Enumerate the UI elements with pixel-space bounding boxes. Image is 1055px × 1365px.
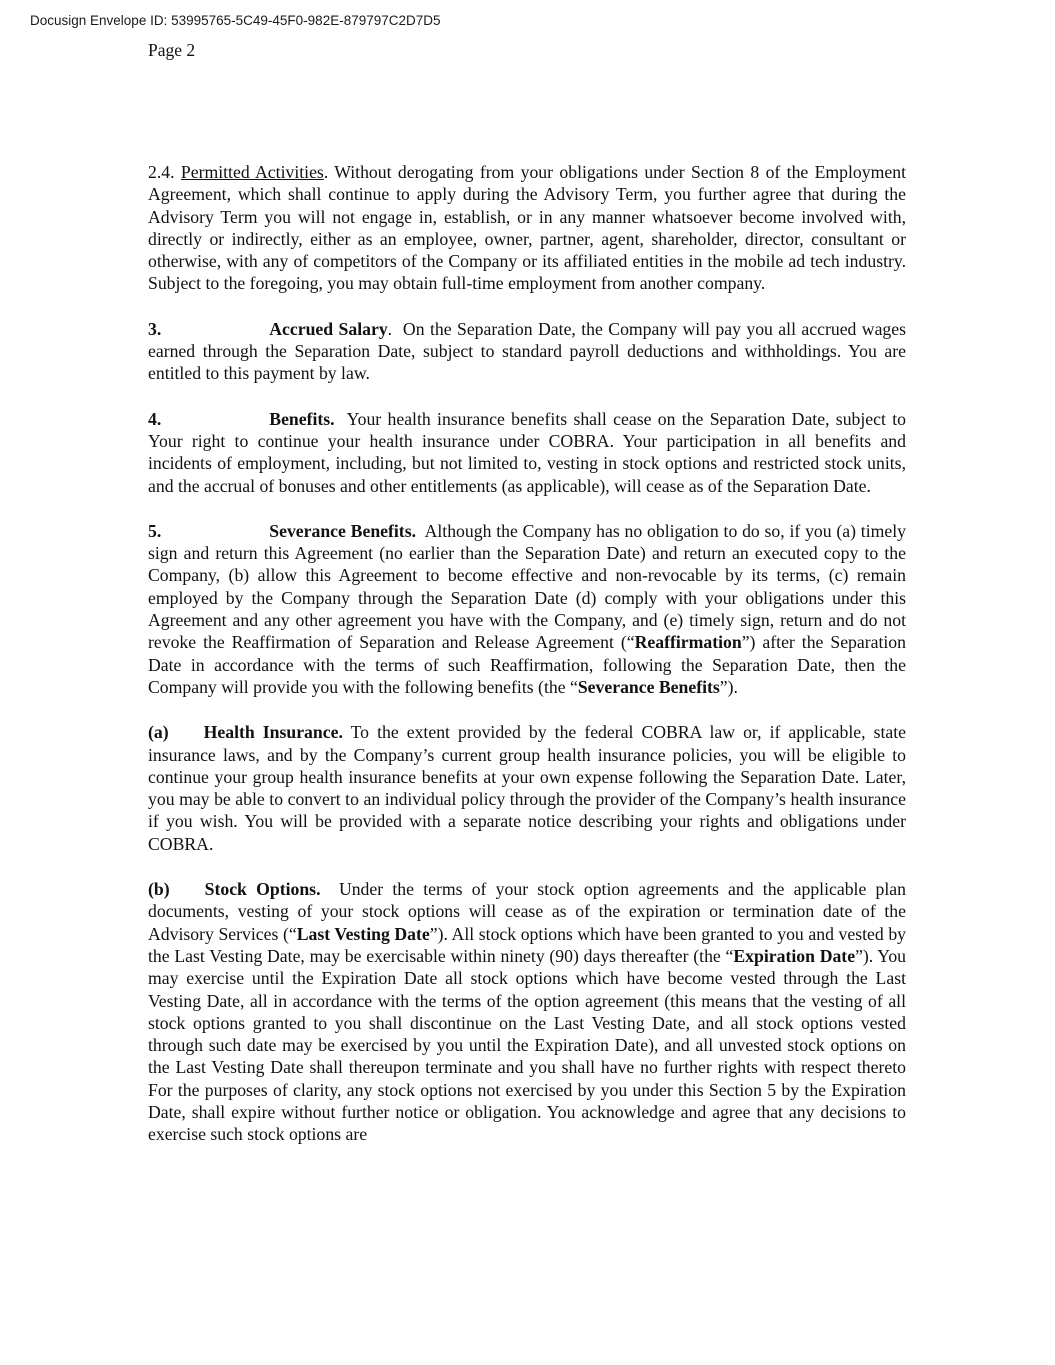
text-run: Stock Options. [204, 879, 321, 900]
text-run: Permitted Activities [180, 162, 324, 182]
text-run: ”). All stock options which have been granted to you and vested by the Last Vesting Date, may be exercisable within ninety (90) days thereafter (the “ [148, 923, 907, 966]
text-run: Severance Benefits. [269, 520, 417, 541]
section-5-severance-benefits [148, 520, 906, 698]
text-run: Health Insurance. [203, 722, 343, 743]
text-run: (a) [148, 722, 169, 743]
document-body [148, 161, 906, 1146]
text-run: . Without derogating from your obligations under Section 8 of the Employment Agreement, which shall continue to apply during the Advisory Term, you further agree that during the Advisory Term you will not engage in, establish, or in any manner whatsoever become involved with, directly or indirectly, either as an employee, owner, partner, agent, shareholder, director, consultant or otherwise, with any of competitors of the Company or its affiliated entities in the mobile ad tech industry. Subject to the foregoing, you may obtain full-time employment from another company. [148, 162, 906, 294]
text-run: . On the Separation Date, the Company will pay you all accrued wages earned through the Separation Date, subject to standard payroll deductions and withholdings. You are entitled to this payment by law. [148, 318, 906, 384]
text-run: Although the Company has no obligation to do so, if you (a) timely sign and return this Agreement (no earlier than the Separation Date) and return an executed copy to the Company, (b) allow this Agreement to become effective and non-revocable by its terms, (c) remain employed by the Company through the Separation Date (d) comply with your obligations under this Agreement and any other agreement you have with the Company, and (e) timely sign, return and do not revoke the Reaffirmation of Separation and Release Agreement (“ [148, 520, 907, 653]
docusign-envelope-id: Docusign Envelope ID: 53995765-5C49-45F0-982E-879797C2D7D5 [30, 13, 441, 28]
subsection-a-health-insurance [148, 721, 906, 855]
text-run: Benefits. [269, 408, 335, 429]
text-run: 2.4. [148, 162, 181, 182]
text-run: ”). [719, 676, 738, 697]
text-run: Reaffirmation [634, 632, 742, 653]
text-run: ”). You may exercise until the Expiration Date all stock options which have become vested through the Last Vesting Date, all in accordance with the terms of the option agreement (this means that the vesting of all stock options granted to you shall discontinue on the Last Vesting Date, and all stock options vested through such date may be exercised by you until the Expiration Date), and all unvested stock options on the Last Vesting Date shall thereupon terminate and you shall have no further rights with respect thereto For the purposes of clarity, any stock options not exercised by you under this Section 5 by the Expiration Date, shall expire without further notice or obligation. You acknowledge and agree that any decisions to exercise such stock options are [148, 945, 907, 1145]
text-run: Expiration Date [733, 945, 856, 966]
section-4-benefits [148, 408, 906, 497]
text-run: Under the terms of your stock option agreements and the applicable plan documents, vesting of your stock options will cease as of the expiration or termination date of the Advisory Services (“ [148, 879, 906, 944]
text-run: Last Vesting Date [296, 923, 430, 944]
subsection-b-stock-options [148, 878, 906, 1146]
section-3-accrued-salary [148, 318, 906, 385]
text-run: ”) after the Separation Date in accordance with the terms of such Reaffirmation, following the Separation Date, then the Company will provide you with the following benefits (the “ [148, 632, 906, 697]
text-run: Your health insurance benefits shall cease on the Separation Date, subject to Your right to continue your health insurance under COBRA. Your participation in all benefits and incidents of employment, including, but not limited to, vesting in stock options and restricted stock units, and the accrual of bonuses and other entitlements (as applicable), will cease as of the Separation Date. [148, 408, 906, 496]
text-run: Accrued Salary [269, 318, 388, 339]
text-run: To the extent provided by the federal COBRA law or, if applicable, state insurance laws, and by the Company’s current group health insurance policies, you will be eligible to continue your group health insurance benefits at your own expense following the Separation Date. Later, you may be able to convert to an individual policy through the provider of the Company’s health insurance if you wish. You will be provided with a separate notice describing your rights and obligations under COBRA. [148, 722, 906, 854]
text-run: (b) [148, 879, 170, 900]
page-number-label: Page 2 [148, 40, 196, 60]
text-run: 5. [148, 520, 162, 541]
section-2-4-permitted-activities [148, 161, 906, 295]
text-run: 3. [148, 318, 162, 339]
text-run: Severance Benefits [577, 676, 720, 697]
text-run: 4. [148, 408, 162, 429]
